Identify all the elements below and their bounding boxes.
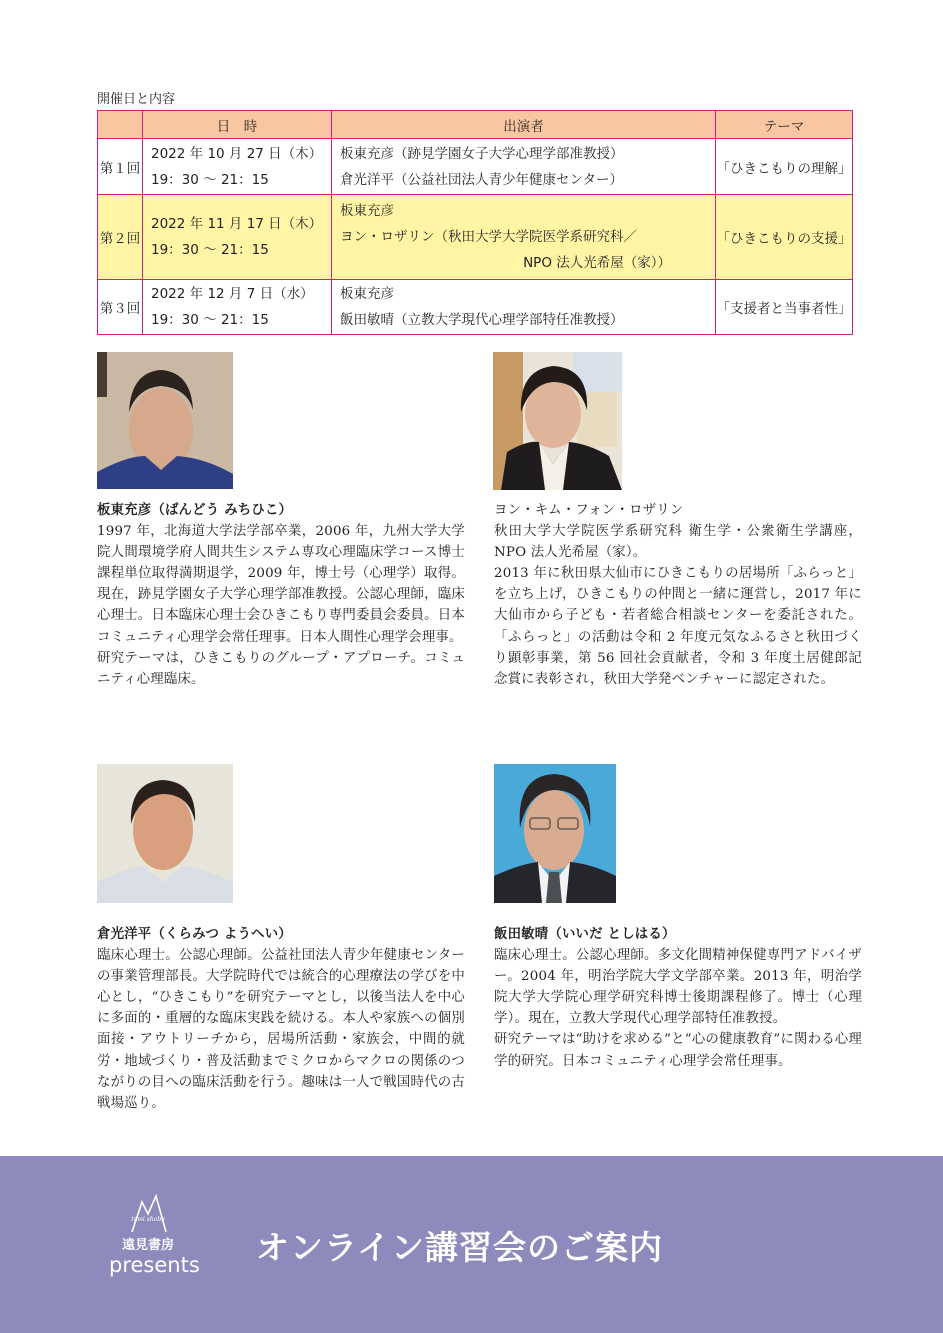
header-speakers: 出演者 <box>332 111 716 139</box>
speaker-line: 板東充彦（跡見学園女子大学心理学部准教授） <box>340 145 624 162</box>
portrait-image <box>494 764 616 903</box>
profile-paragraph: 研究テーマは“助けを求める”と“心の健康教育”に関わる心理学的研究。日本コミュニティ心理学会常任理事。 <box>494 1032 862 1069</box>
session-theme: 「ひきこもりの支援」 <box>716 195 853 280</box>
speaker-line: 板東充彦 <box>340 286 394 302</box>
session-time: 19：30 ～ 21：15 <box>151 312 269 328</box>
session-number: 第２回 <box>98 195 143 280</box>
header-datetime: 日 時 <box>143 111 332 139</box>
mountain-icon <box>128 1194 168 1234</box>
speaker-line: 板東充彦 <box>340 203 394 219</box>
profile-name: 板東充彦 <box>97 502 152 518</box>
session-theme: 「ひきこもりの理解」 <box>716 139 853 195</box>
speaker-line: 飯田敏晴（立教大学現代心理学部特任准教授） <box>340 312 624 328</box>
session-time: 19：30 ～ 21：15 <box>151 242 269 258</box>
profile-paragraph: 臨床心理士。公認心理師。多文化間精神保健専門アドバイザー。2004 年，明治学院大学文学部卒業。2013 年，明治学院大学大学院心理学研究科博士後期課程修了。博士（心理学）。現在，立教大学現代心理学部特任准教授。 <box>494 948 862 1027</box>
presents-label: presents <box>109 1253 200 1277</box>
profile-bando <box>97 500 465 690</box>
portrait-photo-bando <box>97 352 233 489</box>
profile-paragraph: 2013 年に秋田県大仙市にひきこもりの居場所「ふらっと」を立ち上げ，ひきこもりの仲間と一緒に運営し，2017 年に大仙市から子ども・若者総合相談センターを委託された。「ふらっと」の活動は令和 2 年度元気なふるさと秋田づくり顕彰事業，第 56 回社会貢献者，令和 3 年度土居健郎記念賞に表彰され，秋田大学発ベンチャーに認定された。 <box>494 566 862 687</box>
footer-title: オンライン講習会のご案内 <box>256 1228 664 1267</box>
section-label: 開催日と内容 <box>97 92 176 107</box>
portrait-photo-kuramitsu <box>97 764 233 903</box>
table-row <box>98 139 853 195</box>
profile-reading: （くらみつ ようへい） <box>151 926 292 942</box>
session-number: 第３回 <box>98 280 143 335</box>
portrait-photo-yon <box>493 352 622 490</box>
session-datetime <box>143 139 332 195</box>
speaker-line: ヨン・ロザリン（秋田大学大学院医学系研究科／ <box>340 229 637 245</box>
profile-paragraph: 臨床心理士。公認心理師。公益社団法人青少年健康センターの事業管理部長。大学院時代では統合的心理療法の学びを中心とし，“ひきこもり”を研究テーマとし，以後当法人を中心に多面的・重層的な臨床実践を続ける。本人や家族への個別面接・アウトリーチから，居場所活動・家族会，中間的就労・地域づくり・普及活動までミクロからマクロの関係のつながりの目への臨床活動を行う。趣味は一人で戦国時代の古戦場巡り。 <box>97 948 465 1111</box>
profile-paragraph: 研究テーマは，ひきこもりのグループ・アプローチ。コミュニティ心理臨床。 <box>97 650 465 687</box>
portrait-image <box>97 352 233 489</box>
profile-name: 倉光洋平 <box>97 926 152 942</box>
portrait-photo-iida <box>494 764 616 903</box>
table-row <box>98 195 853 280</box>
profile-yon <box>494 500 862 690</box>
profile-reading: （ばんどう みちひこ） <box>151 502 293 518</box>
profile-name: 飯田敏晴 <box>494 926 549 942</box>
profile-kuramitsu <box>97 924 465 1114</box>
header-no <box>98 111 143 139</box>
session-speakers <box>332 280 716 335</box>
session-speakers <box>332 195 716 280</box>
table-header-row <box>98 111 853 139</box>
session-time: 19：30 ～ 21：15 <box>151 171 269 188</box>
session-date: 2022 年 12 月 7 日（水） <box>151 286 314 302</box>
profile-paragraph: 1997 年，北海道大学法学部卒業，2006 年，九州大学大学院人間環境学府人間共生システム専攻心理臨床学コース博士課程単位取得満期退学，2009 年，博士号（心理学）取得。現在，跡見学園女子大学心理学部准教授。公認心理師，臨床心理士。日本臨床心理士会ひきこもり専門委員会委員。日本コミュニティ心理学会常任理事。日本人間性心理学会理事。 <box>97 524 465 645</box>
svg-text:tomi shobo: tomi shobo <box>131 1216 165 1223</box>
profile-reading: （いいだ としはる） <box>548 926 676 942</box>
session-datetime <box>143 195 332 280</box>
header-theme: テーマ <box>716 111 853 139</box>
session-number: 第１回 <box>98 139 143 195</box>
session-speakers <box>332 139 716 195</box>
publisher-logo <box>109 1194 200 1277</box>
portrait-image <box>493 352 622 490</box>
speaker-line: 倉光洋平（公益社団法人青少年健康センター） <box>340 171 623 188</box>
portrait-image <box>97 764 233 903</box>
speaker-line: NPO 法人光希屋（家）） <box>523 255 671 271</box>
session-date: 2022 年 11 月 17 日（木） <box>151 216 323 232</box>
footer-banner <box>0 1156 943 1333</box>
profile-iida <box>494 924 862 1072</box>
profile-paragraph: 秋田大学大学院医学系研究科 衛生学・公衆衛生学講座，NPO 法人光希屋（家）。 <box>494 524 862 561</box>
profile-name: ヨン・キム・フォン・ロザリン <box>494 503 684 518</box>
session-datetime <box>143 280 332 335</box>
session-theme: 「支援者と当事者性」 <box>716 280 853 335</box>
table-row <box>98 280 853 335</box>
schedule-table <box>97 110 853 335</box>
publisher-name: 遠見書房 <box>121 1238 174 1253</box>
session-date: 2022 年 10 月 27 日（木） <box>151 145 323 162</box>
